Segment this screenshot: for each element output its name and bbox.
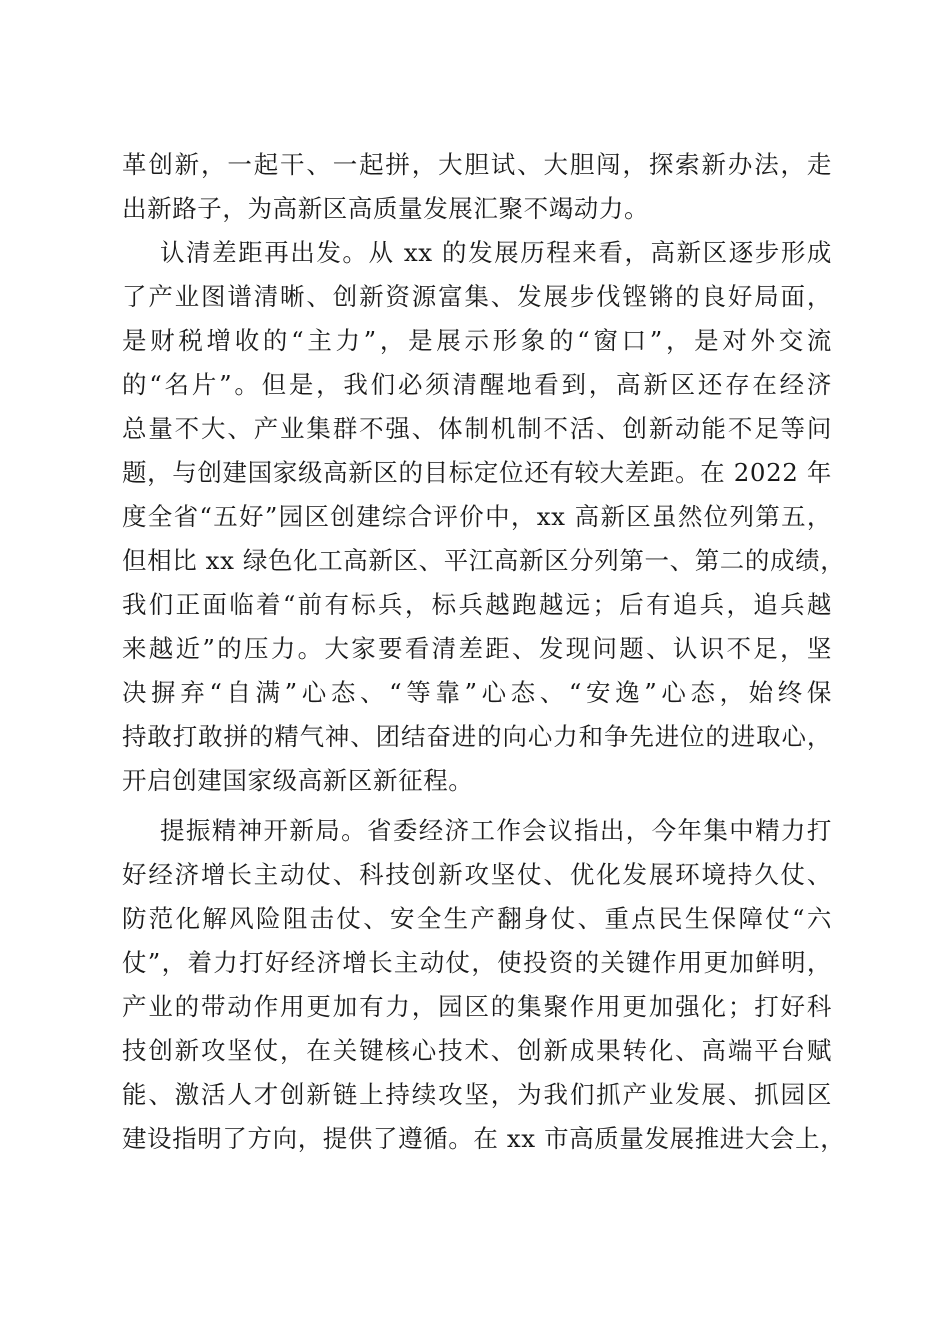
text-line: 防范化解风险阻击仗、安全生产翻身仗、重点民生保障仗“六: [122, 904, 832, 933]
text-line: 技创新攻坚仗，在关键核心技术、创新成果转化、高端平台赋: [122, 1036, 832, 1065]
text-line: 持敢打敢拼的精气神、团结奋进的向心力和争先进位的进取心，: [122, 722, 832, 751]
paragraph-first-line: 提振精神开新局。省委经济工作会议指出，今年集中精力打: [160, 816, 832, 845]
text-line: 开启创建国家级高新区新征程。: [122, 766, 474, 795]
text-line: 是财税增收的“主力”，是展示形象的“窗口”，是对外交流: [122, 326, 832, 355]
text-line: 了产业图谱清晰、创新资源富集、发展步伐铿锵的良好局面，: [122, 282, 832, 311]
text-line: 出新路子，为高新区高质量发展汇聚不竭动力。: [122, 194, 650, 223]
document-body: [122, 0, 846, 1344]
text-line: 的“名片”。但是，我们必须清醒地看到，高新区还存在经济: [122, 370, 832, 399]
text-line: 来越近”的压力。大家要看清差距、发现问题、认识不足，坚: [122, 634, 832, 663]
paragraph-first-line: 认清差距再出发。从 xx 的发展历程来看，高新区逐步形成: [160, 238, 832, 267]
text-line: 但相比 xx 绿色化工高新区、平江高新区分列第一、第二的成绩，: [122, 546, 846, 575]
text-line: 仗”，着力打好经济增长主动仗，使投资的关键作用更加鲜明，: [122, 948, 832, 977]
text-line: 总量不大、产业集群不强、体制机制不活、创新动能不足等问: [122, 414, 832, 443]
text-line: 革创新，一起干、一起拼，大胆试、大胆闯，探索新办法，走: [122, 150, 832, 179]
text-line: 产业的带动作用更加有力，园区的集聚作用更加强化；打好科: [122, 992, 832, 1021]
text-line: 我们正面临着“前有标兵，标兵越跑越远；后有追兵，追兵越: [122, 590, 832, 619]
text-line: 建设指明了方向，提供了遵循。在 xx 市高质量发展推进大会上，: [122, 1124, 846, 1153]
text-line: 能、激活人才创新链上持续攻坚，为我们抓产业发展、抓园区: [122, 1080, 832, 1109]
text-line: 度全省“五好”园区创建综合评价中，xx 高新区虽然位列第五，: [122, 502, 832, 531]
text-line: 好经济增长主动仗、科技创新攻坚仗、优化发展环境持久仗、: [122, 860, 832, 889]
text-line: 题，与创建国家级高新区的目标定位还有较大差距。在 2022 年: [122, 458, 832, 487]
text-line: 决摒弃“自满”心态、“等靠”心态、“安逸”心态，始终保: [122, 678, 832, 707]
